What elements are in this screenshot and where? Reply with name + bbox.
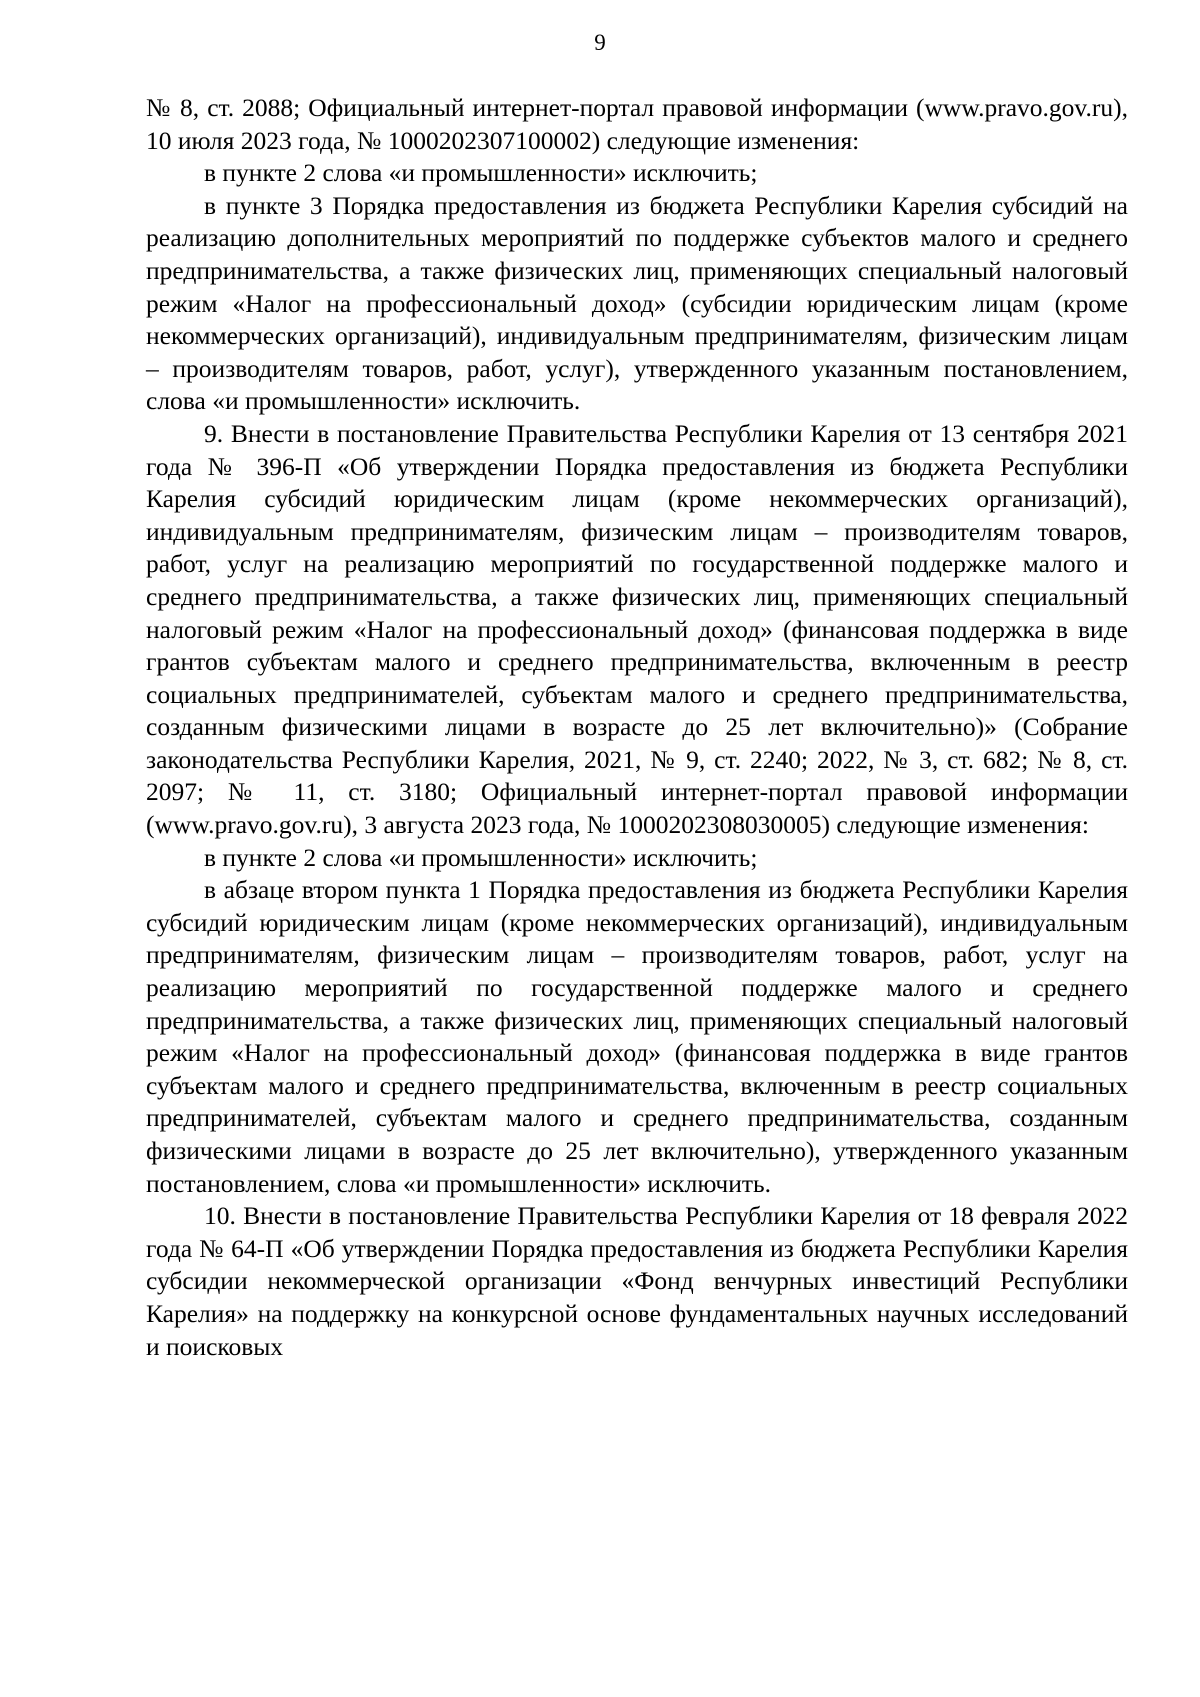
paragraph-section-9-item-2: в пункте 2 слова «и промышленности» исключить; [204, 842, 758, 872]
paragraph-item-2-amendment: в пункте 2 слова «и промышленности» исключить; [204, 158, 758, 188]
paragraph-continuation: № 8, ст. 2088; Официальный интернет-портал правовой информации (www.pravo.gov.ru), 10 июля 2023 года, № 1000202307100002) следующие изменения: [146, 93, 1128, 155]
paragraph-section-10: 10. Внести в постановление Правительства Республики Карелия от 18 февраля 2022 года № 64-П «Об утверждении Порядка предоставления из бюджета Республики Карелия субсидии некоммерческой организации «Фонд венчурных инвестиций Республики Карелия» на поддержку на конкурсной основе фундаментальных научных исследований и поисковых [146, 1201, 1128, 1361]
page-number: 9 [594, 30, 606, 55]
paragraph-section-9-item-1: в абзаце втором пункта 1 Порядка предоставления из бюджета Республики Карелия субсидий юридическим лицам (кроме некоммерческих организаций), индивидуальным предпринимателям, физическим лицам – производителям товаров, работ, услуг на реализацию мероприятий по государственной поддержке малого и среднего предпринимательства, а также физических лиц, применяющих специальный налоговый режим «Налог на профессиональный доход» (финансовая поддержка в виде грантов субъектам малого и среднего предпринимательства, включенным в реестр социальных предпринимателей, субъектам малого и среднего предпринимательства, созданным физическими лицами в возрасте до 25 лет включительно), утвержденного указанным постановлением, слова «и промышленности» исключить. [146, 875, 1128, 1198]
document-body [146, 92, 1128, 1363]
paragraph-item-3-amendment: в пункте 3 Порядка предоставления из бюджета Республики Карелия субсидий на реализацию дополнительных мероприятий по поддержке субъектов малого и среднего предпринимательства, а также физических лиц, применяющих специальный налоговый режим «Налог на профессиональный доход» (субсидии юридическим лицам (кроме некоммерческих организаций), индивидуальным предпринимателям, физическим лицам – производителям товаров, работ, услуг), утвержденного указанным постановлением, слова «и промышленности» исключить. [146, 190, 1128, 416]
paragraph-section-9: 9. Внести в постановление Правительства Республики Карелия от 13 сентября 2021 года № 396-П «Об утверждении Порядка предоставления из бюджета Республики Карелия субсидий юридическим лицам (кроме некоммерческих организаций), индивидуальным предпринимателям, физическим лицам – производителям товаров, работ, услуг на реализацию мероприятий по государственной поддержке малого и среднего предпринимательства, а также физических лиц, применяющих специальный налоговый режим «Налог на профессиональный доход» (финансовая поддержка в виде грантов субъектам малого и среднего предпринимательства, включенным в реестр социальных предпринимателей, субъектам малого и среднего предпринимательства, созданным физическими лицами в возрасте до 25 лет включительно)» (Собрание законодательства Республики Карелия, 2021, № 9, ст. 2240; 2022, № 3, ст. 682; № 8, ст. 2097; № 11, ст. 3180; Официальный интернет-портал правовой информации (www.pravo.gov.ru), 3 августа 2023 года, № 1000202308030005) следующие изменения: [146, 418, 1128, 840]
